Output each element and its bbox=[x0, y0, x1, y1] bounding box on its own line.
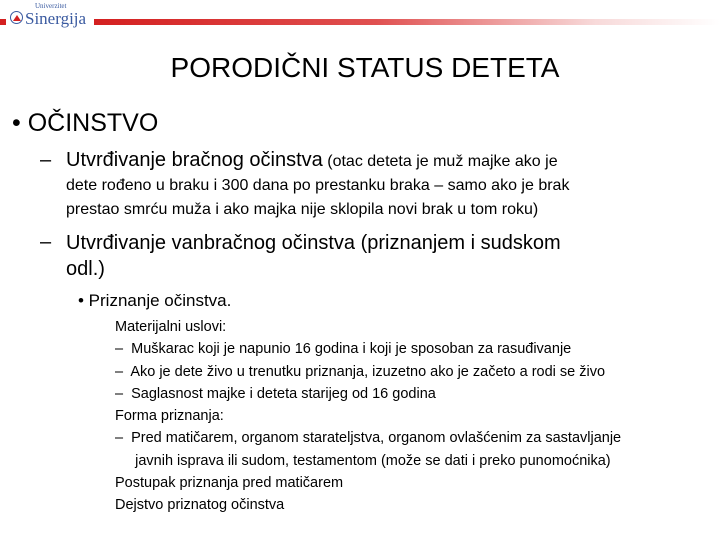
sub-bullet-dash: – bbox=[40, 231, 52, 253]
logo-emblem-icon bbox=[10, 11, 23, 24]
detail-line: javnih isprava ili sudom, testamentom (može se dati i preko punomoćnika) bbox=[115, 452, 611, 469]
bracno-heading: Utvrđivanje bračnog očinstva bbox=[66, 149, 323, 171]
detail-line: Postupak priznanja pred matičarem bbox=[115, 475, 344, 492]
detail-line: – Muškarac koji je napunio 16 godina i koji je sposoban za rasuđivanje bbox=[115, 341, 572, 358]
vanbracno-line: odl.) bbox=[66, 258, 105, 280]
detail-line: Forma priznanja: bbox=[115, 408, 224, 425]
sub-bullet-vanbracno bbox=[66, 230, 561, 282]
logo-subtitle: Univerzitet bbox=[35, 2, 67, 10]
sub-bullet-dash: – bbox=[40, 149, 52, 171]
details-list bbox=[115, 316, 621, 517]
bracno-continuation bbox=[66, 174, 569, 222]
detail-line: Dejstvo priznatog očinstva bbox=[115, 497, 285, 514]
logo-name: Sinergija bbox=[25, 9, 87, 28]
bracno-line: dete rođeno u braku i 300 dana po prestanku braka – samo ako je brak bbox=[66, 177, 570, 194]
detail-line: – Ako je dete živo u trenutku priznanja, izuzetno ako je začeto a rodi se živo bbox=[115, 363, 606, 380]
vanbracno-line: Utvrđivanje vanbračnog očinstva (priznanjem i sudskom bbox=[66, 232, 561, 254]
header-accent bbox=[0, 19, 6, 25]
bullet-ocinstvo: • OČINSTVO bbox=[12, 109, 159, 137]
sub-bullet-bracno bbox=[66, 148, 558, 174]
detail-line: – Pred matičarem, organom starateljstva, organom ovlašćenim za sastavljanje bbox=[115, 430, 622, 447]
priznanje-bullet: • Priznanje očinstva. bbox=[78, 291, 232, 310]
bracno-line: prestao smrću muža i ako majka nije sklopila novi brak u tom roku) bbox=[66, 201, 539, 218]
header-bar bbox=[94, 19, 720, 25]
university-logo bbox=[10, 2, 86, 28]
detail-line: – Saglasnost majke i deteta starijeg od 16 godina bbox=[115, 385, 436, 402]
detail-line: Materijalni uslovi: bbox=[115, 319, 227, 335]
bracno-line: (otac deteta je muž majke ako je bbox=[327, 153, 558, 170]
slide-title: PORODIČNI STATUS DETETA bbox=[170, 52, 560, 83]
